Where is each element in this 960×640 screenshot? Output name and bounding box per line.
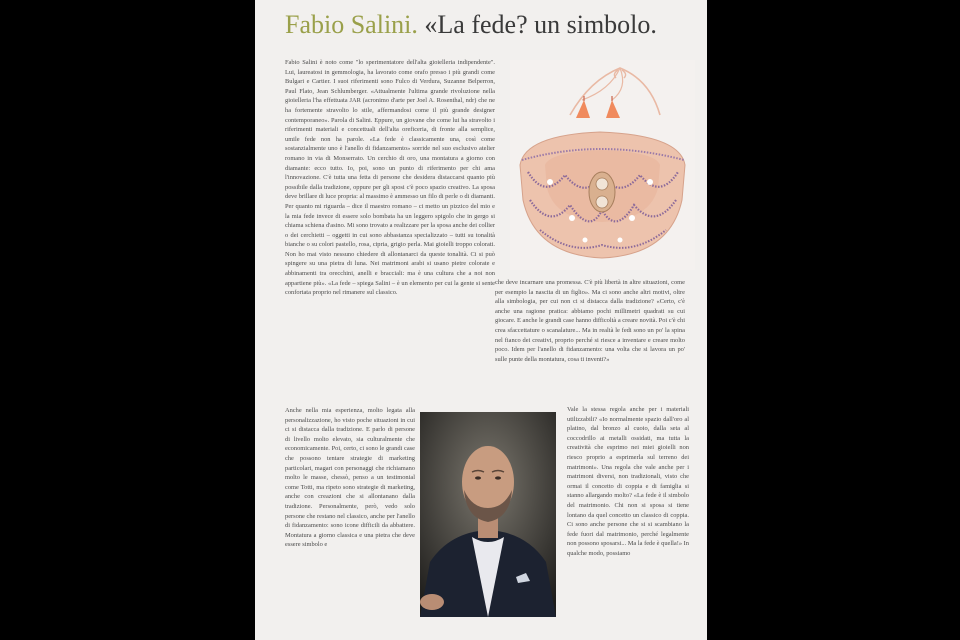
magazine-page <box>255 0 707 640</box>
article-column-1-lower: Anche nella mia esperienza, molto legata alla personalizzazione, ho visto poche situazioni in cui ci si distacca dalla tradizione. E parlo di persone di livello molto elevato, sia culturalmente che economicamente. Poi, certo, ci sono le grandi case che possono tentare strategie di marketing particolari, magari con personaggi che richiamano molto le masse, chessò, penso a un testimonial come Totti, ma ripeto sono strategie di marketing, anche con creazioni che si allontanano dalla tradizione. Personalmente, però, vedo solo persone che restano nel classico, anche per l'anello di fidanzamento: sono icone difficili da abbattere. Montatura a giorno classica e una pietra che deve essere simbolo e <box>285 407 415 549</box>
article-column-1: Fabio Salini è noto come "lo sperimentatore dell'alta gioielleria indipendente". Lui, laureatosi in gemmologia, ha lavorato come orafo presso i più grandi come Bulgari e Cartier. I suoi riferimenti sono Fulco di Verdura, Suzanne Belperron, Paul Flato, Jean Schlumberger. «Attualmente l'ultima grande rivoluzione nella gioielleria l'ha effettuata JAR (acronimo d'arte per Joel A. Rosenthal, ndr) che ne ha fortemente stravolto lo stile, affermandosi come il più grande designer contemporaneo». Parola di Salini. Eppure, un giovane che come lui ha stravolto i riferimenti materiali e concettuali dell'alta oreficeria, di fronte alla semplice, umile fede non ha parole. «La fede è classicamente una, così come sostanzialmente uno è l'anello di fidanzamento» sorride nel suo esclusivo atelier romano in via di Monserrato. Un cerchio di oro, una montatura a giorno con diamante: ecco tutto. Io, poi, sono un punto di riferimento per chi ama l'innovazione. C'è tutta una fetta di persone che desidera distaccarsi quanto più possibile dalla tradizione, oppure per gli sposi c'è poco spazio creativo. La sposa deve brillare di luce propria: al massimo è ammesso un filo di perle o di diamanti. Per quanto mi riguarda – dice il maestro romano – ci metto un pizzico del mio e la mia fede invece di essere solo bombata ha un leggero spigolo che in gergo si chiama schiena d'asino. Mi sono trovato a realizzare per la sposa anche dei collier o dei cerchietti – oggetti in cui sono abbastanza specializzato – tutti su tonalità bianche o su colori pastello, rosa, cipria, grigio perla. Mai gioielli troppo colorati. Non ho mai visto nessuno chiedere di allontanarci da queste tonalità. Ci si può spingere su una pietra di luna. Nei matrimoni arabi si usano pietre colorate e abbinamenti tra orecchini, anelli e bracciali: ma è una cultura che a noi non appartiene più». «La fede – spiega Salini – è un elemento per cui la gente si sente confortata proprio nel rimanere sul classico. <box>285 59 495 297</box>
article-column-2-lower: Vale la stessa regola anche per i materiali utilizzabili? «Io normalmente spazio dall'oro al platino, dal bronzo al cuoio, dalla seta al coccodrillo ai metalli ossidati, ma tutta la creatività che esprimo nei miei gioielli non riesco proprio a esprimerla sul terreno dei matrimoni». Una regola che vale anche per i matrimoni diversi, non tradizionali, visto che ormai il concetto di coppia e di famiglia si stanno allargando molto? «La fede è il simbolo del matrimonio. Chi non si sposa si tiene lontano da quel concetto un classico di coppia. Ci sono anche persone che si si scambiano la fede fuori dal matrimonio, perché legalmente non possono sposarsi... Ma la fede è quella!» In qualche modo, possiamo <box>567 406 689 557</box>
headline-quote: «La fede? un simbolo. <box>424 10 657 39</box>
necklace-photo <box>510 60 695 270</box>
designer-portrait-photo <box>420 412 556 617</box>
headline <box>285 8 657 42</box>
headline-name: Fabio Salini. <box>285 10 418 39</box>
article-column-2: che deve incarnare una promessa. C'è più libertà in altre situazioni, come per esempio la nascita di un figlio». Ma ci sono anche altri motivi, oltre alla simbologia, per cui non ci si distacca dalla tradizione? «Certo, c'è anche una ragione pratica: abbiamo pochi millimetri quadrati su cui giocare. E anche le grandi case hanno difficoltà a creare novità. Poi c'è chi crea sfaccettature o scanalature... Ma in realtà le fedi sono un po' la spina nel fianco dei creativi, proprio perché si riesce a inventare e creare molto poco. Idem per l'anello di fidanzamento: una volta che si lavora un po' sulle punte della montatura, cosa ti inventi?» <box>495 279 685 363</box>
